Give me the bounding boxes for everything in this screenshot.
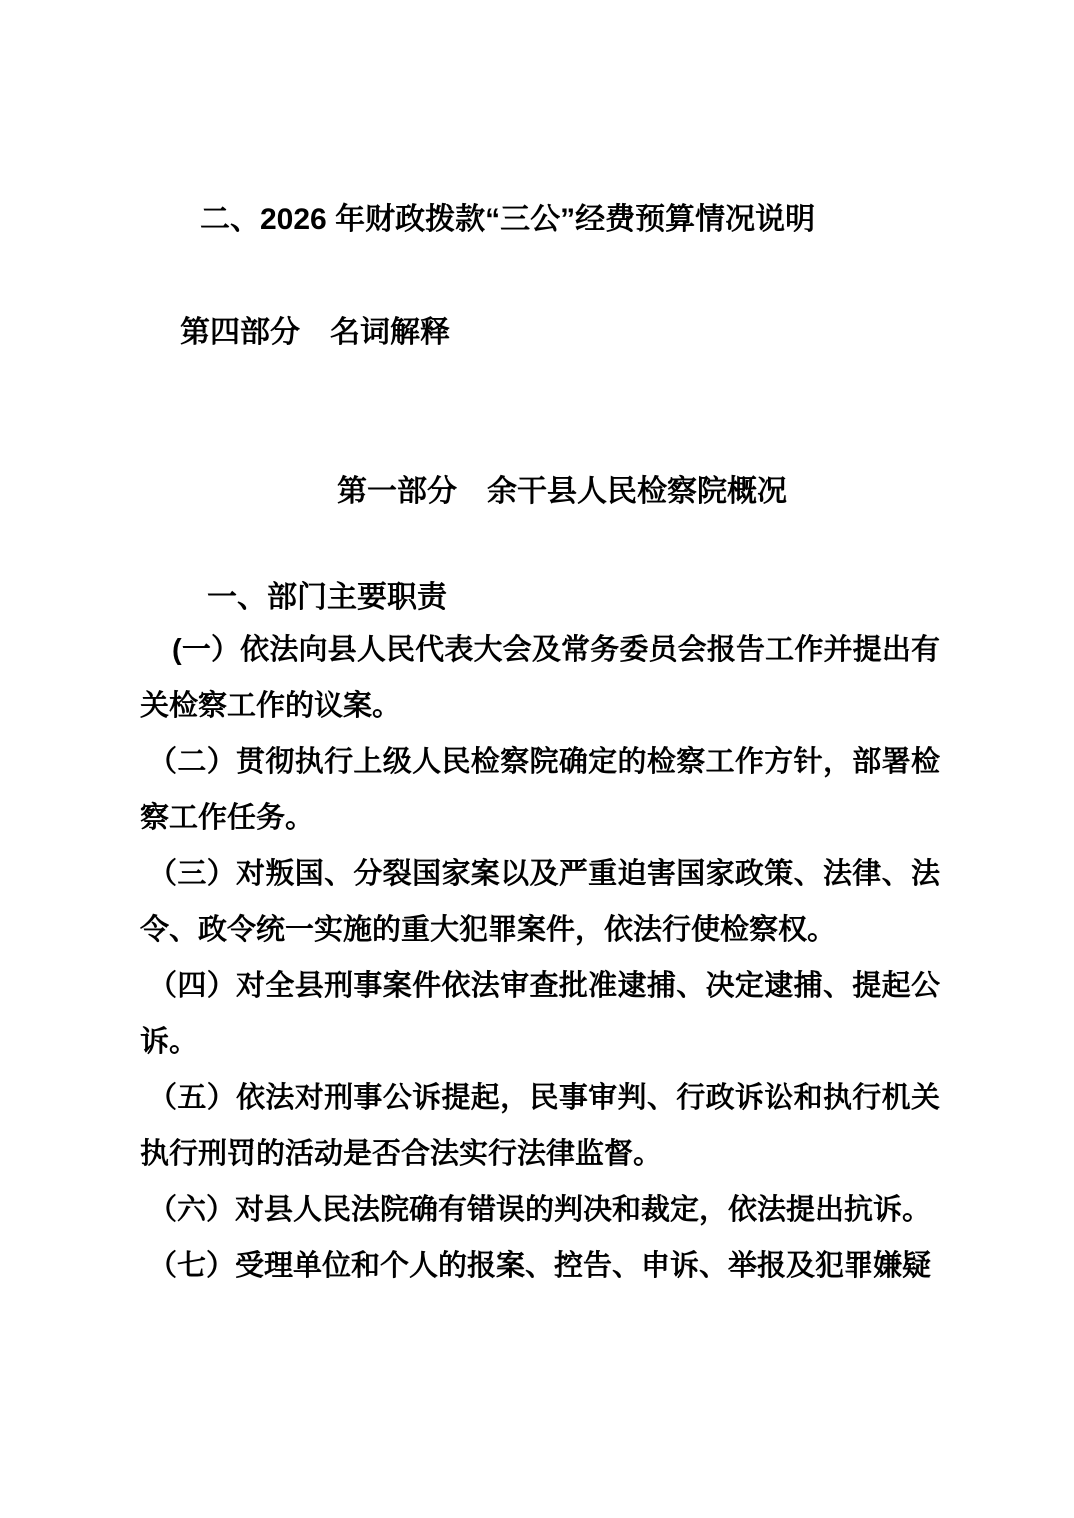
- duty-item-5: （五）依法对刑事公诉提起，民事审判、行政诉讼和执行机关执行刑罚的活动是否合法实行法律监督。: [140, 1082, 940, 1170]
- duty-item-6: （六）对县人民法院确有错误的判决和裁定，依法提出抗诉。: [148, 1194, 932, 1226]
- duty-item-4: （四）对全县刑事案件依法审查批准逮捕、决定逮捕、提起公诉。: [140, 970, 940, 1058]
- heading-part4-glossary: 第四部分 名词解释: [180, 316, 450, 349]
- heading-main-duties: 一、部门主要职责: [207, 581, 447, 614]
- duty-item-1: (一）依法向县人民代表大会及常务委员会报告工作并提出有关检察工作的议案。: [140, 634, 940, 722]
- duty-item-3: （三）对叛国、分裂国家案以及严重迫害国家政策、法律、法令、政令统一实施的重大犯罪案件，依法行使检察权。: [140, 858, 940, 946]
- duties-paragraph-list: [140, 622, 940, 1294]
- heading-part1-procuratorate-overview: 第一部分 余干县人民检察院概况: [337, 475, 787, 508]
- duty-item-2: （二）贯彻执行上级人民检察院确定的检察工作方针，部署检察工作任务。: [140, 746, 940, 834]
- duty-item-7: （七）受理单位和个人的报案、控告、申诉、举报及犯罪嫌疑: [148, 1250, 932, 1282]
- heading-sangong-budget-note: 二、2026 年财政拨款“三公”经费预算情况说明: [200, 203, 816, 236]
